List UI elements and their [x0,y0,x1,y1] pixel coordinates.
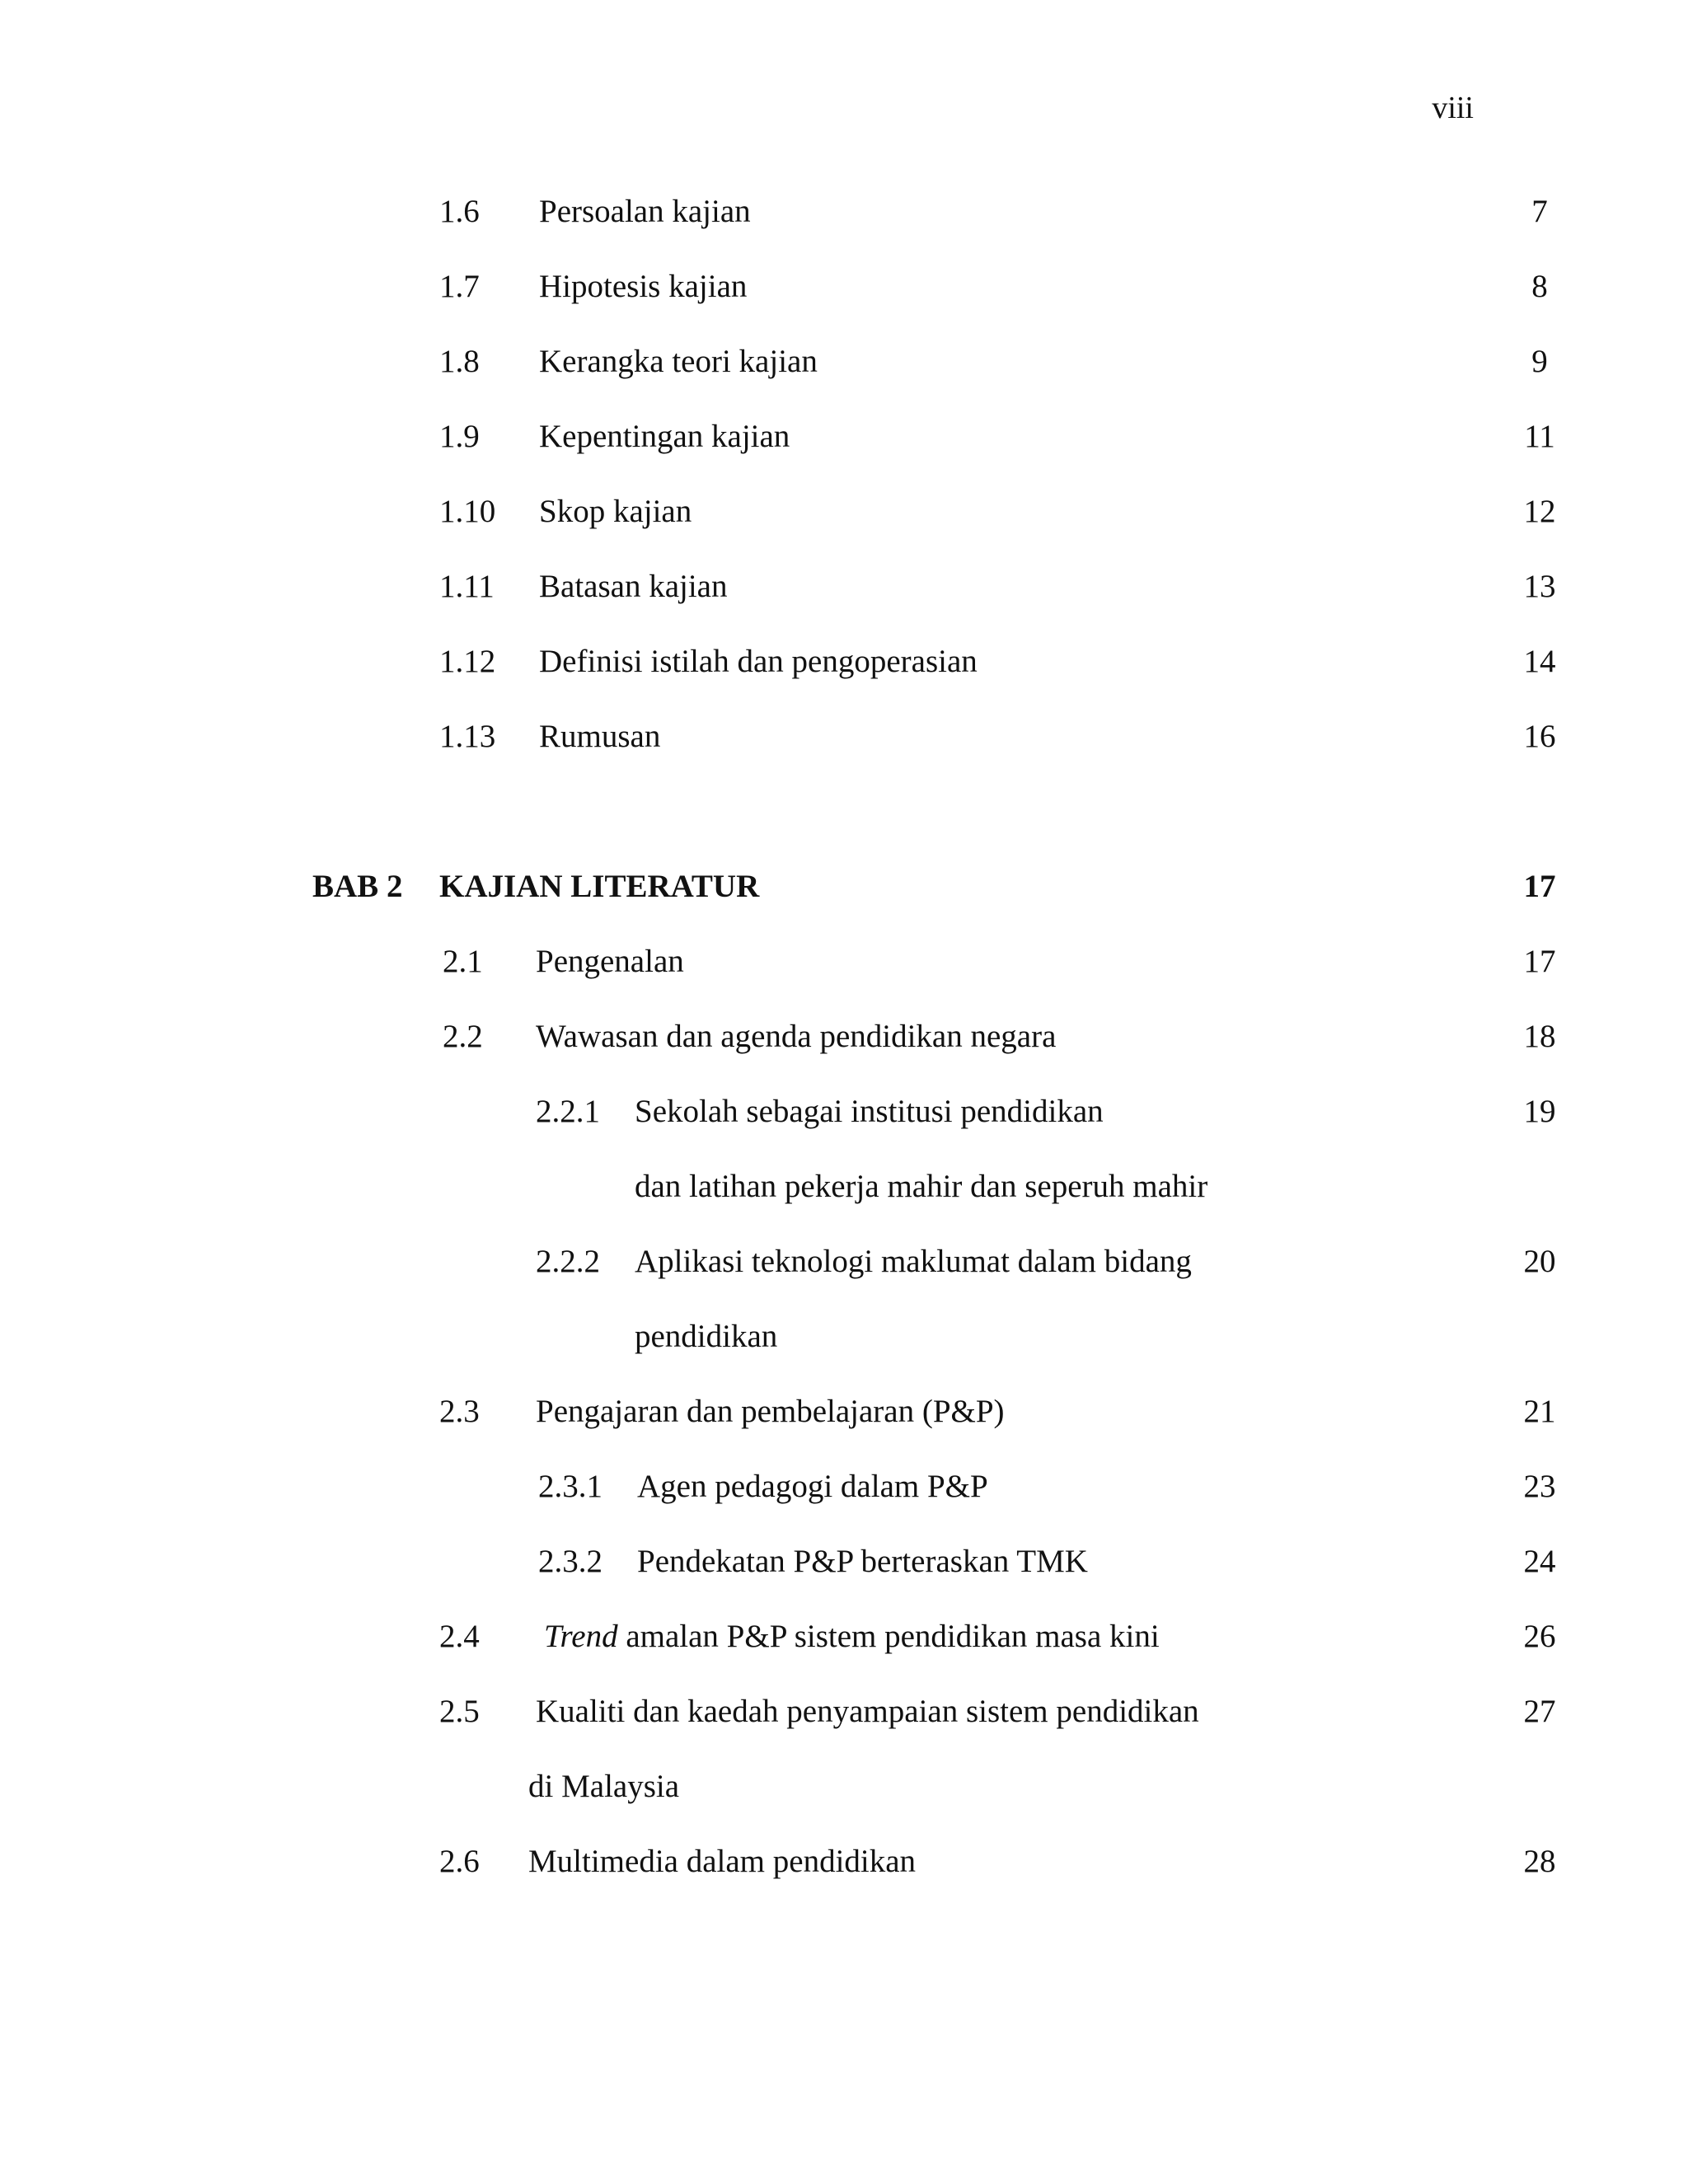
toc-number: 1.11 [439,569,495,604]
toc-row [0,412,1688,462]
chapter-page: 17 [1523,869,1556,904]
toc-row [0,1387,1688,1436]
toc-row [0,1537,1688,1586]
toc-title: Aplikasi teknologi maklumat dalam bidang [635,1244,1192,1279]
toc-row [0,562,1688,612]
toc-title: Kepentingan kajian [539,419,790,454]
toc-row [0,1687,1688,1736]
toc-title: Kualiti dan kaedah penyampaian sistem pendidikan [536,1694,1199,1729]
toc-number: 1.12 [439,644,496,679]
toc-title: di Malaysia [528,1769,680,1804]
toc-number: 1.13 [439,719,496,754]
toc-page: 27 [1523,1694,1556,1729]
chapter-title: KAJIAN LITERATUR [439,869,760,904]
toc-row [0,187,1688,237]
toc-page: 14 [1523,644,1556,679]
toc-row-continuation [0,1762,1688,1811]
toc-title-rest: amalan P&P sistem pendidikan masa kini [617,1619,1160,1654]
toc-title: Hipotesis kajian [539,269,748,304]
toc-page: 23 [1523,1469,1556,1504]
toc-page: 7 [1531,194,1548,229]
toc-title: Pengenalan [536,944,684,979]
toc-page: 16 [1523,719,1556,754]
toc-row [0,262,1688,312]
chapter-label: BAB 2 [312,869,403,904]
toc-title: Wawasan dan agenda pendidikan negara [536,1019,1057,1054]
toc-row [0,1237,1688,1286]
toc-number: 1.9 [439,419,480,454]
toc-number: 1.8 [439,344,480,379]
toc-title: Pendekatan P&P berteraskan TMK [637,1544,1088,1579]
toc-page: 21 [1523,1394,1556,1429]
toc-row-continuation [0,1312,1688,1361]
toc-page: 17 [1523,944,1556,979]
toc-number: 2.3 [439,1394,480,1429]
toc-row [0,937,1688,987]
toc-row [0,487,1688,537]
toc-page: 8 [1531,269,1548,304]
toc-title: pendidikan [635,1319,778,1354]
toc-page: 20 [1523,1244,1556,1279]
toc-number: 2.3.1 [538,1469,603,1504]
toc-title-italic: Trend [544,1619,618,1654]
toc-row [0,1462,1688,1511]
chapter-heading [0,862,1688,912]
toc-row-continuation [0,1162,1688,1212]
toc-page: 24 [1523,1544,1556,1579]
toc-number: 2.5 [439,1694,480,1729]
toc-title: Batasan kajian [539,569,728,604]
toc-row [0,712,1688,762]
toc-page: 11 [1524,419,1555,454]
toc-row [0,1012,1688,1062]
toc-page: 28 [1523,1844,1556,1879]
toc-number: 2.1 [443,944,483,979]
toc-title: Skop kajian [539,494,692,529]
toc-number: 1.7 [439,269,480,304]
toc-title: Persoalan kajian [539,194,751,229]
toc-title: Rumusan [539,719,661,754]
toc-number: 2.2.1 [536,1094,600,1129]
toc-number: 1.10 [439,494,496,529]
toc-page: 18 [1523,1019,1556,1054]
toc-row [0,337,1688,387]
toc-title [544,1612,1160,1661]
toc-title: Kerangka teori kajian [539,344,818,379]
toc-number: 2.2.2 [536,1244,600,1279]
toc-number: 2.3.2 [538,1544,603,1579]
toc-page: 13 [1523,569,1556,604]
toc-title: Pengajaran dan pembelajaran (P&P) [536,1394,1005,1429]
toc-page: 26 [1523,1619,1556,1654]
toc-number: 2.2 [443,1019,483,1054]
toc-page: 9 [1531,344,1548,379]
toc-number: 2.6 [439,1844,480,1879]
toc-row [0,1612,1688,1661]
toc-title: Agen pedagogi dalam P&P [637,1469,988,1504]
toc-title: Multimedia dalam pendidikan [528,1844,917,1879]
toc-row [0,637,1688,687]
toc-row [0,1837,1688,1886]
toc-title: Sekolah sebagai institusi pendidikan [635,1094,1104,1129]
toc-title: dan latihan pekerja mahir dan seperuh mahir [635,1169,1208,1204]
page-number: viii [1432,91,1474,125]
toc-title: Definisi istilah dan pengoperasian [539,644,978,679]
toc-number: 2.4 [439,1619,480,1654]
toc-page: 19 [1523,1094,1556,1129]
toc-number: 1.6 [439,194,480,229]
toc-page: 12 [1523,494,1556,529]
toc-row [0,1087,1688,1137]
